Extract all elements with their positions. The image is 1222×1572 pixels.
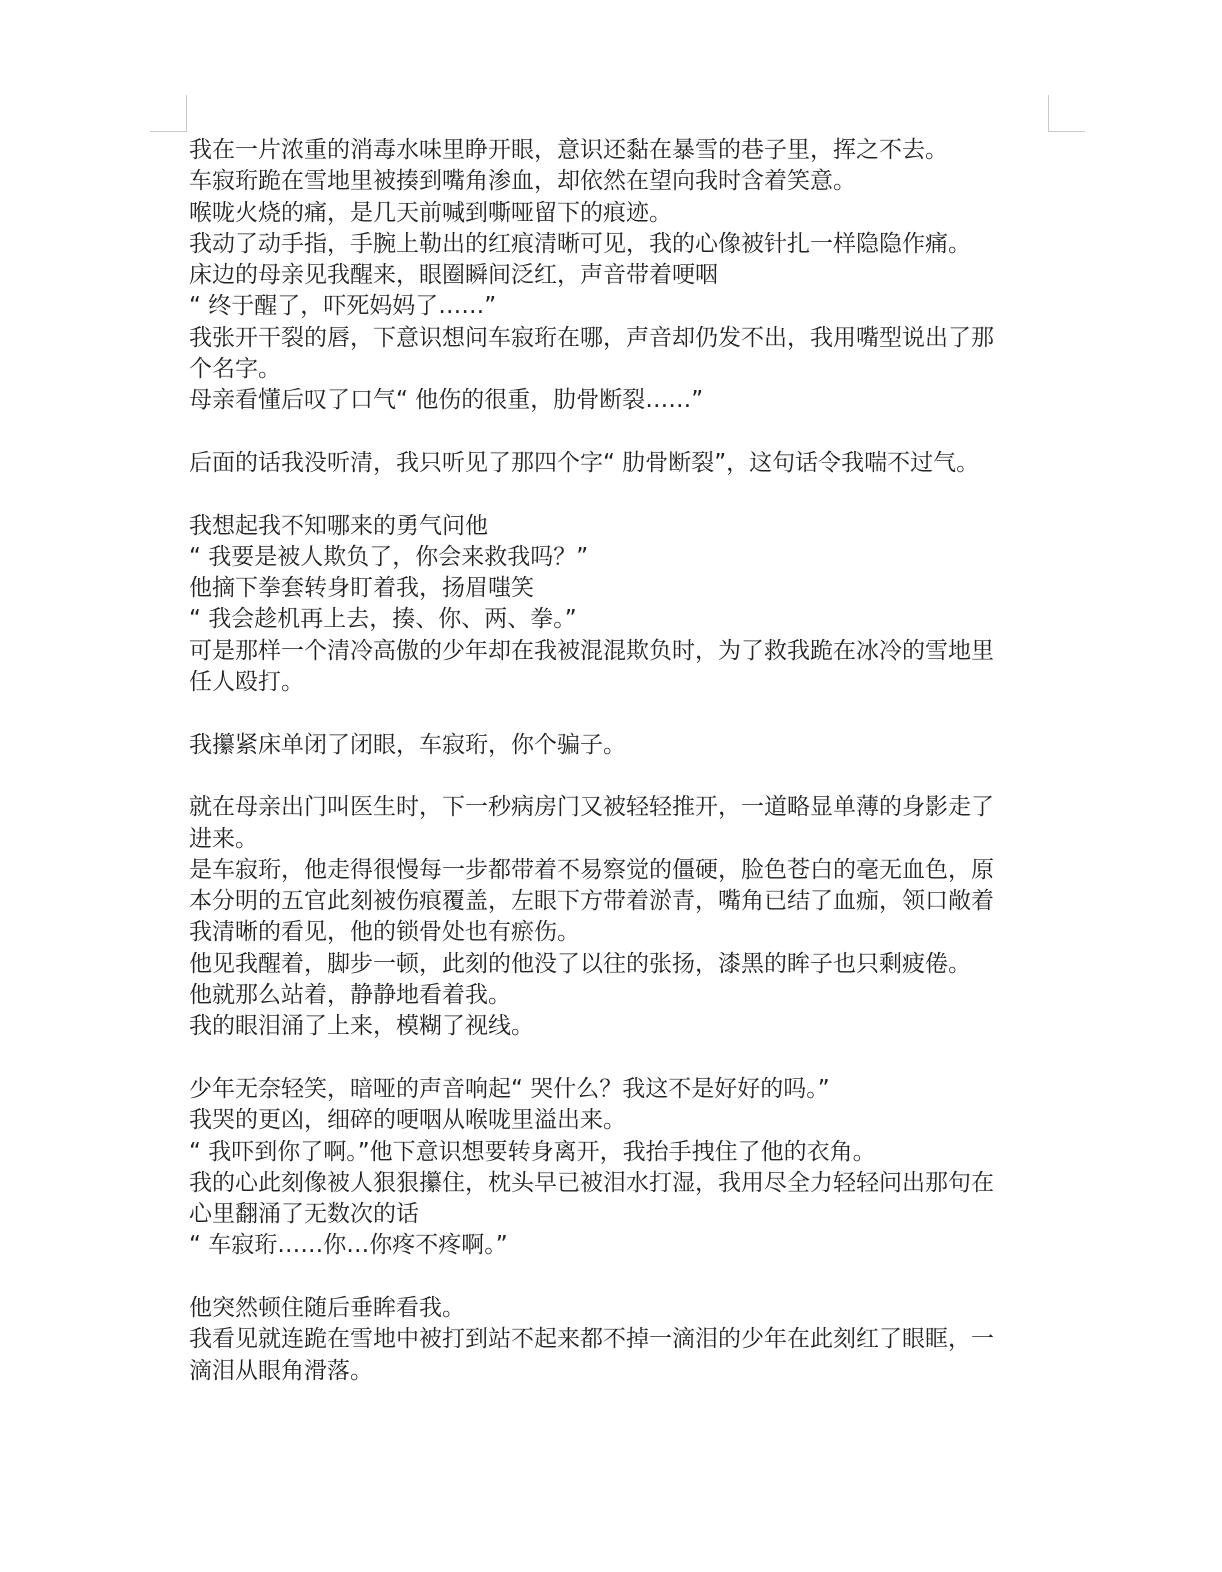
text-line: 就在母亲出门叫医生时，下一秒病房门又被轻轻推开，一道略显单薄的身影走了	[189, 794, 994, 821]
text-line: 我在一片浓重的消毒水味里睁开眼，意识还黏在暴雪的巷子里，挥之不去。	[189, 137, 948, 163]
text-line: 是车寂珩，他走得很慢每一步都带着不易察觉的僵硬，脸色苍白的毫无血色，原	[189, 856, 994, 883]
text-line: “ 我要是被人欺负了，你会来救我吗？”	[189, 543, 589, 570]
text-line: 我的眼泪涌了上来，模糊了视线。	[189, 1013, 534, 1040]
blank-line	[189, 1043, 1054, 1074]
text-line: 后面的话我没听清，我只听见了那四个字“ 肋骨断裂”，这句话令我喘不过气。	[189, 449, 980, 476]
blank-line	[189, 698, 1054, 729]
text-line: 任人殴打。	[189, 669, 304, 696]
text-line: “ 车寂珩……你…你疼不疼啊。”	[189, 1232, 508, 1259]
text-line: 我哭的更凶，细碎的哽咽从喉咙里溢出来。	[189, 1107, 626, 1134]
text-line: 我清晰的看见，他的锁骨处也有瘀伤。	[189, 919, 580, 946]
blank-line	[189, 761, 1054, 792]
text-line: 可是那样一个清冷高傲的少年却在我被混混欺负时，为了救我跪在冰冷的雪地里	[189, 637, 994, 664]
blank-line	[189, 417, 1054, 448]
text-line: 他就那么站着，静静地看着我。	[189, 982, 511, 1009]
text-line: 我攥紧床单闭了闭眼，车寂珩，你个骗子。	[189, 731, 626, 758]
text-line: “ 终于醒了，吓死妈妈了……”	[189, 293, 497, 320]
text-line: 喉咙火烧的痛，是几天前喊到嘶哑留下的痕迹。	[189, 199, 672, 226]
text-line: 进来。	[189, 825, 258, 852]
text-line: 我的心此刻像被人狠狠攥住，枕头早已被泪水打湿，我用尽全力轻轻问出那句在	[189, 1169, 994, 1196]
text-line: 本分明的五官此刻被伤痕覆盖，左眼下方带着淤青，嘴角已结了血痂，领口敞着	[189, 888, 994, 915]
blank-line	[189, 479, 1054, 510]
text-line: 我动了动手指，手腕上勒出的红痕清晰可见，我的心像被针扎一样隐隐作痛。	[189, 230, 971, 257]
text-line: 个名字。	[189, 356, 281, 383]
text-line: 我张开干裂的唇，下意识想问车寂珩在哪，声音却仍发不出，我用嘴型说出了那	[189, 324, 994, 351]
crop-mark-top-left	[150, 95, 187, 132]
blank-line	[189, 1262, 1054, 1293]
text-line: 少年无奈轻笑，暗哑的声音响起“ 哭什么？我这不是好好的吗。”	[189, 1075, 830, 1102]
text-line: 母亲看懂后叹了口气“ 他伤的很重，肋骨断裂……”	[189, 387, 704, 414]
text-line: 车寂珩跪在雪地里被揍到嘴角渗血，却依然在望向我时含着笑意。	[189, 168, 856, 195]
text-line: 我想起我不知哪来的勇气问他	[189, 512, 488, 539]
document-body	[189, 135, 1054, 1387]
crop-mark-top-right	[1048, 95, 1085, 132]
text-line: 他突然顿住随后垂眸看我。	[189, 1294, 465, 1321]
text-line: 床边的母亲见我醒来，眼圈瞬间泛红，声音带着哽咽	[189, 262, 718, 289]
text-line: 他见我醒着，脚步一顿，此刻的他没了以往的张扬，漆黑的眸子也只剩疲倦。	[189, 950, 971, 977]
text-line: 我看见就连跪在雪地中被打到站不起来都不掉一滴泪的少年在此刻红了眼眶，一	[189, 1326, 994, 1353]
text-line: “ 我会趁机再上去，揍、你、两、拳。”	[189, 606, 577, 633]
text-line: “ 我吓到你了啊。”他下意识想要转身离开，我抬手拽住了他的衣角。	[189, 1138, 876, 1165]
text-line: 滴泪从眼角滑落。	[189, 1357, 373, 1384]
text-line: 他摘下拳套转身盯着我，扬眉嗤笑	[189, 575, 534, 602]
text-line: 心里翻涌了无数次的话	[189, 1201, 419, 1228]
